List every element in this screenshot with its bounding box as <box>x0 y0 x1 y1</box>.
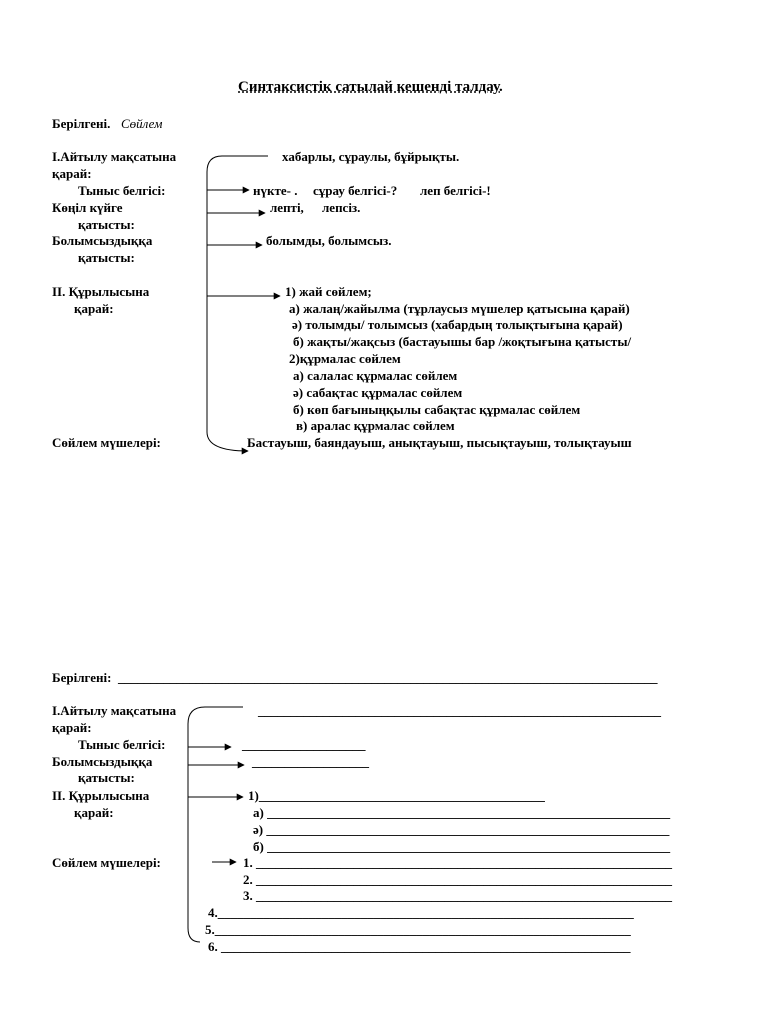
structure-label-cont: қарай: <box>74 301 114 316</box>
exercise-bracket <box>188 707 243 942</box>
exercise-member-blank: 4.________________________________________________________________ <box>208 905 634 920</box>
exercise-structure-blank: 1)____________________________________________ <box>248 788 545 803</box>
exercise-purpose-blank: ______________________________________________________________ <box>258 703 661 718</box>
exercise-given-blank: ___________________________________________________________________________________ <box>118 670 658 685</box>
exercise-given-label: Берілгені: <box>52 670 112 685</box>
polarity-label: Болымсыздыққа <box>52 233 153 248</box>
exercise-polarity-label-cont: қатысты: <box>78 770 135 785</box>
structure-item: в) аралас құрмалас сөйлем <box>296 418 455 433</box>
polarity-value: болымды, болымсыз. <box>266 233 392 248</box>
members-label: Сөйлем мүшелері: <box>52 435 161 450</box>
punct-value-exclaim: леп белгісі-! <box>420 183 491 198</box>
exercise-member-blank: 2. ________________________________________________________________ <box>243 872 672 887</box>
members-value: Бастауыш, баяндауыш, анықтауыш, пысықтауыш, толықтауыш <box>247 435 632 450</box>
page-title: Синтаксистік сатылай кешенді талдау. <box>238 79 503 95</box>
exercise-structure-blank: ә) ______________________________________________________________ <box>253 822 670 837</box>
emotion-value-1: лепті, <box>270 200 304 215</box>
punct-value-question: сұрау белгісі-? <box>313 183 398 198</box>
structure-item: ә) толымды/ толымсыз (хабардың толықтығына қарай) <box>292 317 623 332</box>
exercise-purpose-label-cont: қарай: <box>52 720 92 735</box>
given-value: Сөйлем <box>121 116 163 131</box>
structure-item: а) жалаң/жайылма (тұрлаусыз мүшелер қатысына қарай) <box>289 301 630 316</box>
structure-item: 2)құрмалас сөйлем <box>289 351 401 366</box>
emotion-value-2: лепсіз. <box>322 200 361 215</box>
example-bracket <box>207 156 268 451</box>
purpose-label: І.Айтылу мақсатына <box>52 149 177 164</box>
purpose-value: хабарлы, сұраулы, бұйрықты. <box>282 149 460 164</box>
exercise-punct-blank: ___________________ <box>242 737 366 752</box>
exercise-members-label: Сөйлем мүшелері: <box>52 855 161 870</box>
polarity-label-cont: қатысты: <box>78 250 135 265</box>
exercise-polarity-label: Болымсыздыққа <box>52 754 153 769</box>
exercise-member-blank: 3. ________________________________________________________________ <box>243 888 672 903</box>
structure-label: ІІ. Құрылысына <box>52 284 150 299</box>
emotion-label: Көңіл күйге <box>52 200 123 215</box>
exercise-polarity-blank: __________________ <box>252 754 369 769</box>
punct-value-period: нүкте- . <box>253 183 298 198</box>
emotion-label-cont: қатысты: <box>78 217 135 232</box>
exercise-member-blank: 5.________________________________________________________________ <box>205 922 631 937</box>
exercise-member-blank: 6. _______________________________________________________________ <box>208 939 631 954</box>
exercise-purpose-label: І.Айтылу мақсатына <box>52 703 177 718</box>
structure-item: 1) жай сөйлем; <box>285 284 372 299</box>
exercise-structure-blank: б) ______________________________________________________________ <box>253 839 671 854</box>
exercise-structure-label-cont: қарай: <box>74 805 114 820</box>
exercise-member-blank: 1. ________________________________________________________________ <box>243 855 672 870</box>
exercise-punct-label: Тыныс белгісі: <box>78 737 166 752</box>
given-label: Берілгені. <box>52 116 111 131</box>
purpose-label-cont: қарай: <box>52 166 92 181</box>
structure-item: ә) сабақтас құрмалас сөйлем <box>293 385 463 400</box>
structure-item: б) жақты/жақсыз (бастауышы бар /жоқтығына қатысты/ <box>293 334 632 349</box>
structure-item: б) көп бағыныңқылы сабақтас құрмалас сөйлем <box>293 402 581 417</box>
exercise-structure-label: ІІ. Құрылысына <box>52 788 150 803</box>
exercise-structure-blank: а) ______________________________________________________________ <box>253 805 671 820</box>
structure-item: а) салалас құрмалас сөйлем <box>293 368 458 383</box>
punct-label: Тыныс белгісі: <box>78 183 166 198</box>
